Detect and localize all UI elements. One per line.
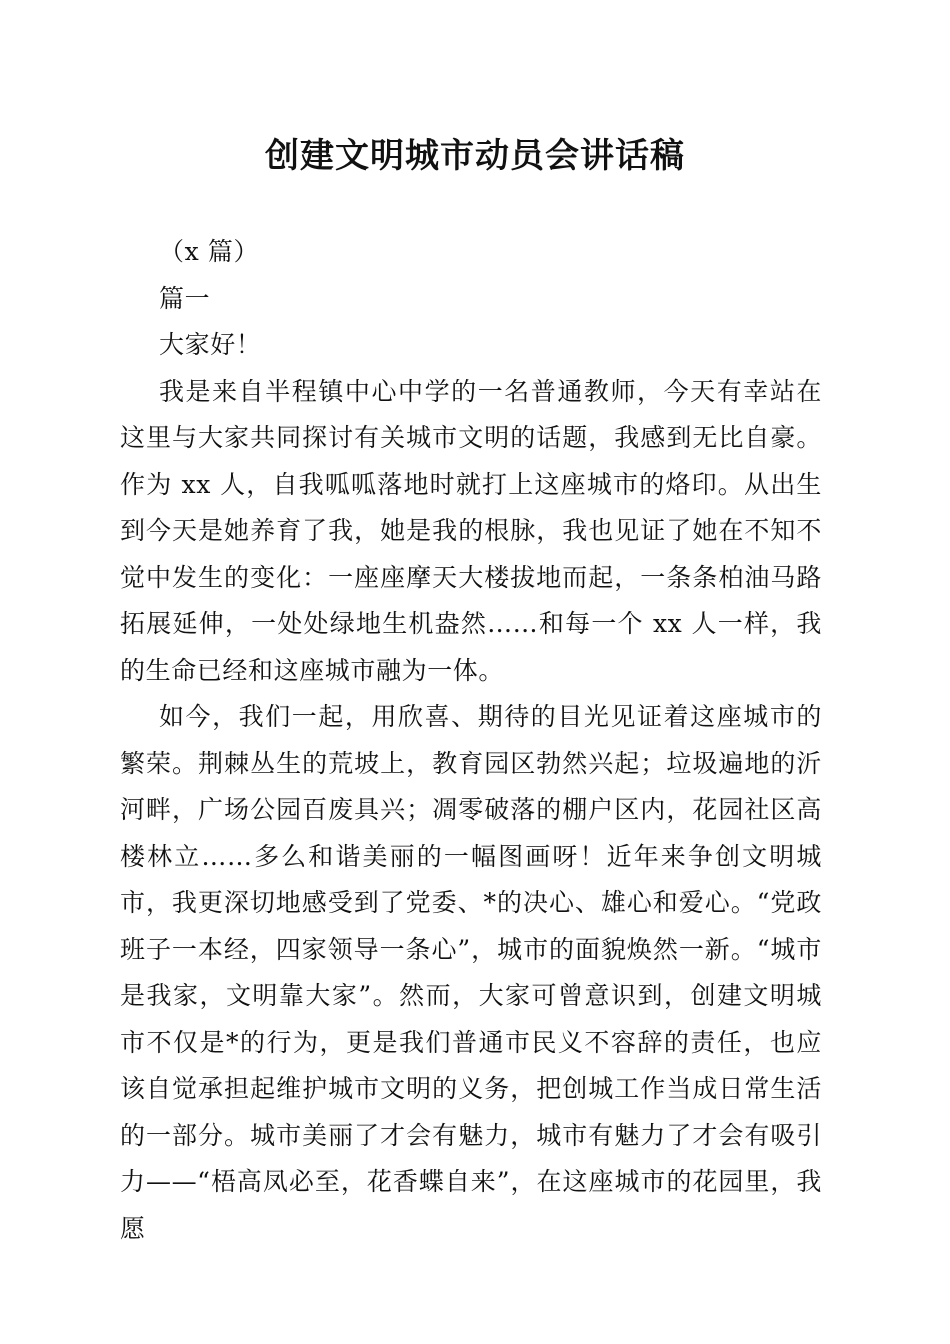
- paragraph-greeting: 大家好！: [159, 330, 262, 359]
- document-body: [120, 229, 822, 1252]
- paragraph-body-1: 我是来自半程镇中心中学的一名普通教师，今天有幸站在这里与大家共同探讨有关城市文明的话题，我感到无比自豪。作为 xx 人，自我呱呱落地时就打上这座城市的烙印。从出生到今天是她养育了我，她是我的根脉，我也见证了她在不知不觉中发生的变化：一座座摩天大楼拔地而起，一条条柏油马路拓展延伸，一处处绿地生机盎然……和每一个 xx 人一样，我的生命已经和这座城市融为一体。: [120, 376, 822, 685]
- paragraph-body-2: 如今，我们一起，用欣喜、期待的目光见证着这座城市的繁荣。荆棘丛生的荒坡上，教育园区勃然兴起；垃圾遍地的沂河畔，广场公园百废具兴；凋零破落的棚户区内，花园社区高楼林立……多么和谐美丽的一幅图画呀！近年来争创文明城市，我更深切地感受到了党委、*的决心、雄心和爱心。“党政班子一本经，四家领导一条心”，城市的面貌焕然一新。“城市是我家，文明靠大家”。然而，大家可曾意识到，创建文明城市不仅是*的行为，更是我们普通市民义不容辞的责任，也应该自觉承担起维护城市文明的义务，把创城工作当成日常生活的一部分。城市美丽了才会有魅力，城市有魅力了才会有吸引力——“梧高凤必至，花香蝶自来”，在这座城市的花园里，我愿: [120, 702, 822, 1243]
- document-title: 创建文明城市动员会讲话稿: [265, 136, 685, 176]
- paragraph-subtitle: （x 篇）: [159, 237, 260, 266]
- paragraph-section-heading: 篇一: [159, 283, 211, 313]
